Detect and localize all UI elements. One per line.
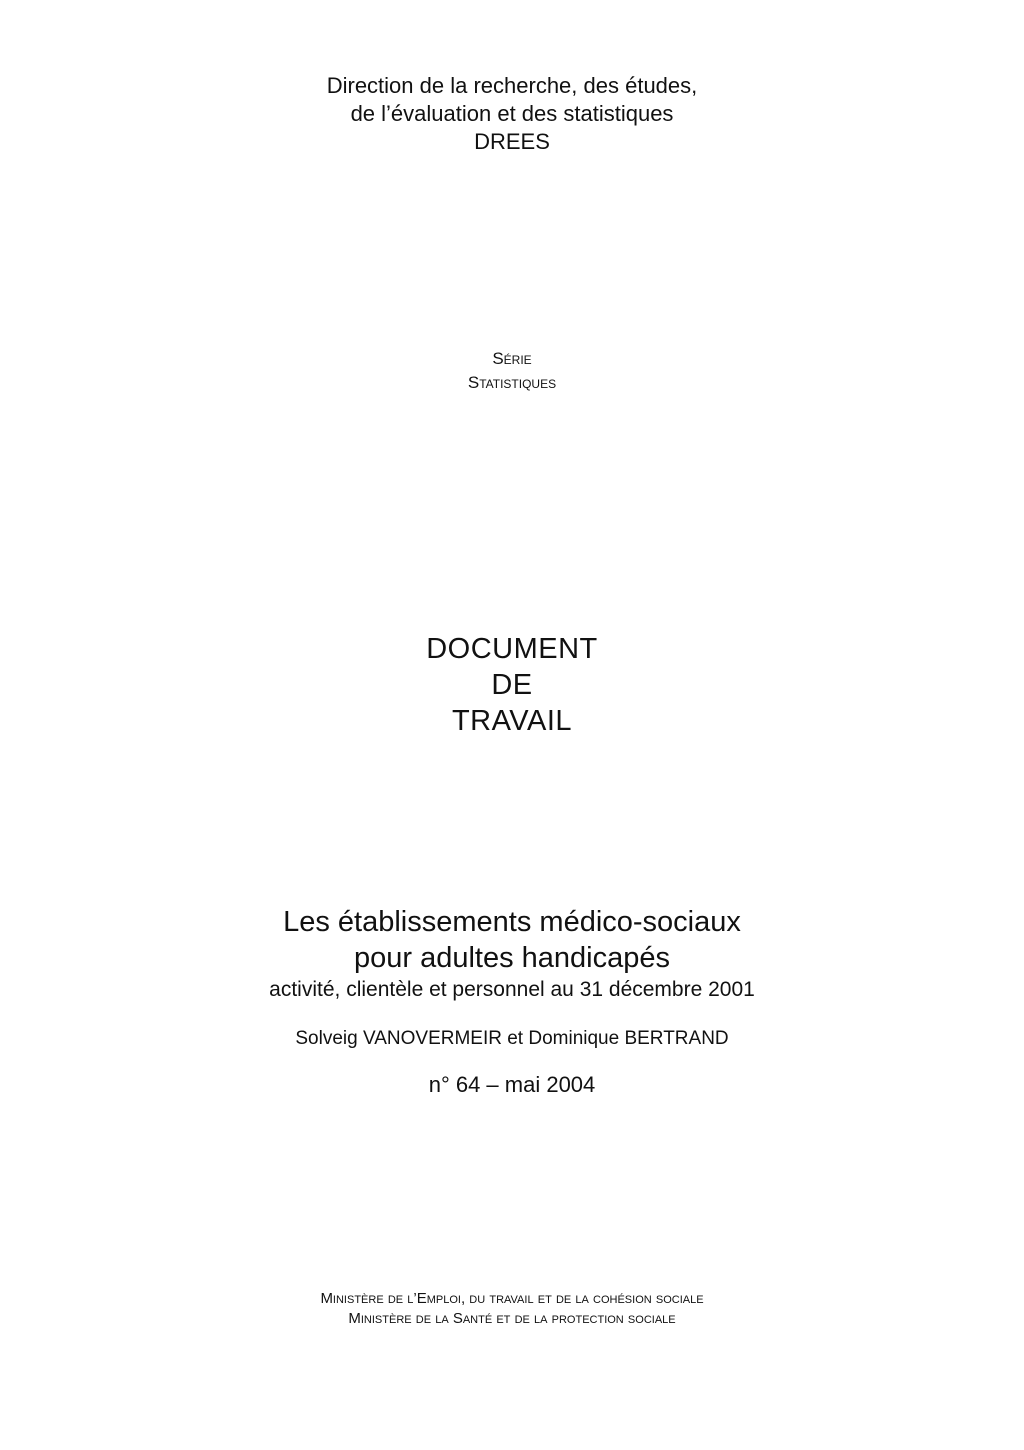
series-line-2: Statistiques xyxy=(467,373,557,392)
ministries-footer xyxy=(0,1289,1024,1329)
issue-number: n° 64 – mai 2004 xyxy=(428,1072,596,1097)
document-type xyxy=(0,631,1024,739)
document-type-line-3: TRAVAIL xyxy=(451,705,573,737)
document-type-line-1: DOCUMENT xyxy=(426,633,598,665)
title-line-2: pour adultes handicapés xyxy=(353,942,670,974)
ministry-line-2: Ministère de la Santé et de la protection sociale xyxy=(348,1310,676,1327)
document-title xyxy=(0,904,1024,976)
ministry-line-1: Ministère de l’Emploi, du travail et de la cohésion sociale xyxy=(320,1290,704,1307)
publisher-line-1: Direction de la recherche, des études, xyxy=(326,73,698,98)
document-type-line-2: DE xyxy=(491,669,533,701)
series-line-1: Série xyxy=(492,349,532,368)
authors: Solveig VANOVERMEIR et Dominique BERTRAND xyxy=(295,1028,729,1049)
series-label xyxy=(0,347,1024,395)
publisher-header xyxy=(0,72,1024,156)
title-line-1: Les établissements médico-sociaux xyxy=(283,906,741,938)
publisher-acronym: DREES xyxy=(474,129,550,154)
publisher-line-2: de l’évaluation et des statistiques xyxy=(350,101,674,126)
document-subtitle: activité, clientèle et personnel au 31 décembre 2001 xyxy=(269,978,755,1001)
